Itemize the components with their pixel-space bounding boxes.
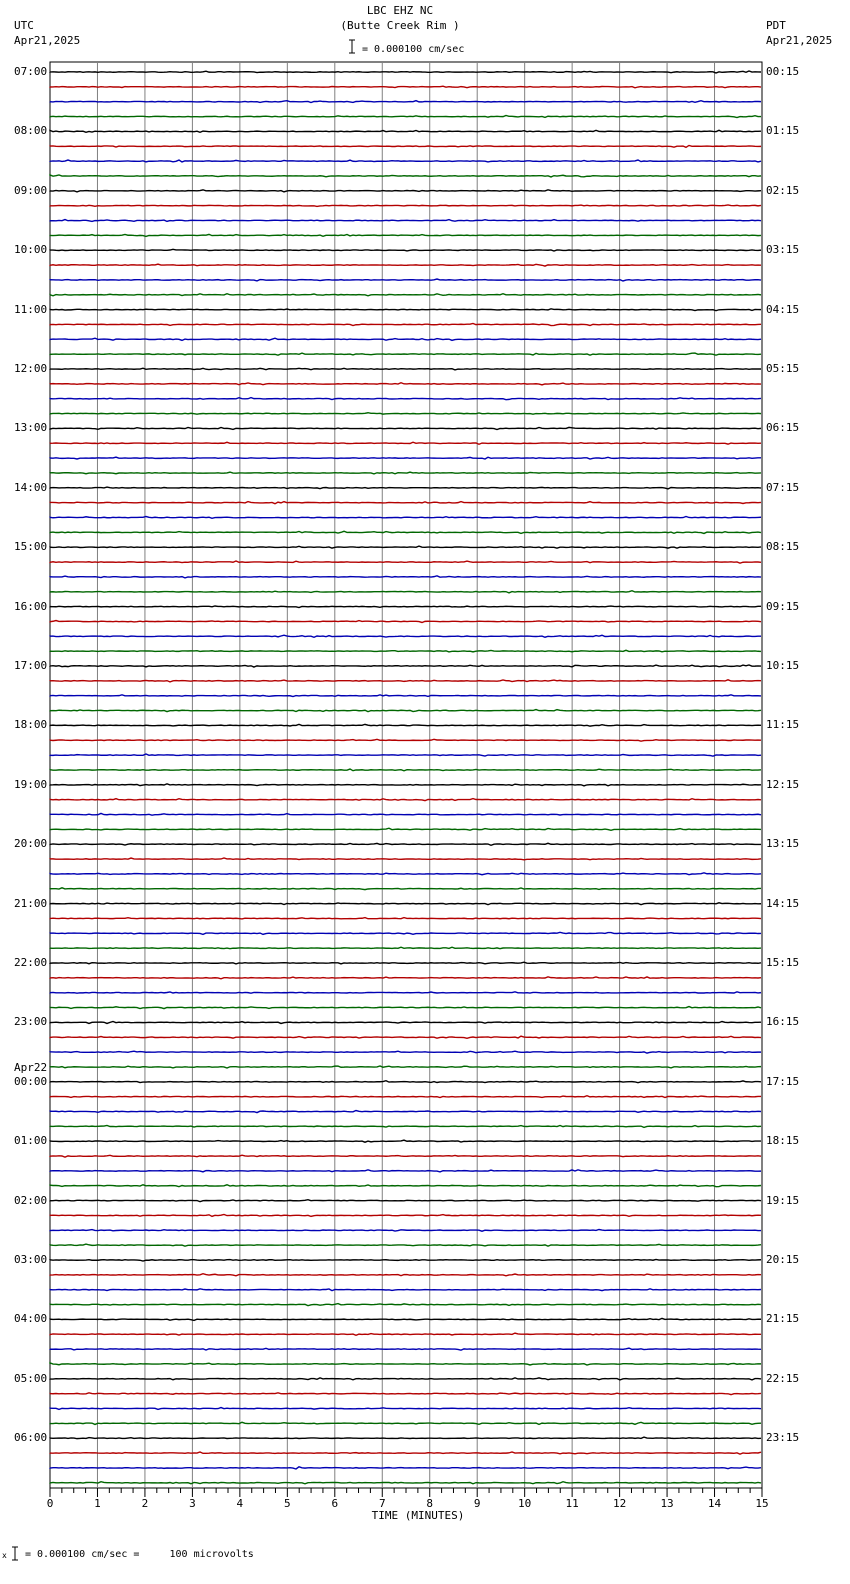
seismic-trace [50,1467,761,1469]
seismic-trace [50,175,761,177]
seismic-trace [50,279,761,281]
x-tick-label: 13 [660,1497,674,1510]
x-tick-label: 3 [189,1497,196,1510]
right-hour-label: 14:15 [766,896,800,910]
footer-scale-prefix: x [2,1551,7,1560]
seismic-trace [50,249,761,251]
x-tick-label: 4 [236,1497,244,1510]
seismic-trace [50,130,761,132]
left-hour-label: 17:00 [14,659,48,672]
seismic-trace [50,368,761,370]
seismic-trace [50,234,761,236]
seismic-trace [50,205,761,206]
x-tick-label: 5 [284,1497,291,1510]
seismic-trace [50,1230,761,1232]
right-hour-label: 02:15 [766,183,800,197]
seismic-trace [50,710,761,712]
seismic-trace [50,1244,761,1246]
seismic-trace [50,695,761,697]
seismic-trace [50,1021,761,1023]
left-hour-label: 09:00 [14,183,48,197]
seismic-trace [50,873,761,875]
seismic-trace [50,992,761,993]
left-hour-label: 06:00 [14,1431,48,1445]
left-hour-label: 00:00 [14,1074,48,1088]
seismic-trace [50,531,761,533]
seismic-trace [50,1422,761,1424]
seismic-trace [50,799,761,801]
left-hour-label: 02:00 [14,1193,48,1207]
right-hour-label: 01:15 [766,124,800,138]
seismic-trace [50,1185,761,1187]
seismic-trace [50,1007,761,1009]
seismic-trace [50,1333,761,1335]
seismic-trace [50,947,761,948]
right-hour-label: 10:15 [766,659,800,672]
station-title: LBC EHZ NC [366,4,434,17]
seismic-trace [50,516,761,518]
seismic-trace [50,858,761,860]
seismic-trace [50,1437,761,1439]
seismic-trace [50,918,761,919]
seismic-trace [50,1363,761,1365]
seismic-trace [50,932,761,934]
seismic-trace [50,427,761,429]
seismic-trace [50,635,761,637]
seismic-trace [50,606,761,608]
right-hour-label: 04:15 [766,302,800,316]
left-timezone: UTC [14,19,34,32]
seismic-trace [50,160,761,162]
seismic-trace [50,1066,761,1068]
x-tick-label: 12 [612,1497,627,1510]
right-hour-label: 08:15 [766,540,800,554]
seismic-trace [50,828,761,830]
seismic-trace [50,1304,761,1306]
right-hour-label: 03:15 [766,243,800,257]
seismic-trace [50,591,761,593]
right-hour-label: 22:15 [766,1371,800,1385]
left-hour-label: 04:00 [14,1312,48,1326]
left-hour-label: 03:00 [14,1253,48,1266]
seismic-trace [50,1318,761,1320]
seismic-trace [50,1081,761,1083]
seismic-trace [50,145,761,147]
seismic-trace [50,101,761,103]
seismic-trace [50,1393,761,1395]
seismic-trace [50,665,761,667]
x-tick-label: 7 [378,1497,386,1510]
seismic-trace [50,561,761,563]
seismic-trace [50,546,761,548]
seismic-trace [50,1111,761,1113]
left-hour-label: 13:00 [14,421,48,435]
seismic-trace [50,843,761,845]
right-hour-label: 05:15 [766,362,800,375]
right-hour-label: 00:15 [766,65,800,78]
seismic-trace [50,487,761,489]
seismic-trace [50,1036,761,1038]
seismic-trace [50,190,761,192]
right-hour-label: 19:15 [766,1193,800,1207]
x-tick-label: 2 [141,1497,149,1510]
seismic-trace [50,1452,761,1454]
seismic-trace [50,264,761,266]
x-tick-label: 6 [331,1497,339,1510]
right-hour-label: 11:15 [766,718,800,732]
seismic-trace [50,472,761,474]
x-tick-label: 11 [565,1497,579,1510]
seismic-trace [50,398,761,400]
seismic-trace [50,1140,761,1142]
left-hour-label: 23:00 [14,1015,48,1029]
seismic-trace [50,457,761,459]
x-tick-label: 0 [46,1497,54,1510]
left-hour-label: 22:00 [14,956,48,969]
x-tick-label: 9 [473,1497,481,1510]
seismic-trace [50,962,761,964]
right-hour-label: 06:15 [766,421,800,435]
x-tick-label: 10 [518,1497,532,1510]
left-hour-label: 20:00 [14,837,48,851]
seismic-trace [50,353,761,355]
seismic-trace [50,1051,761,1053]
seismic-trace [50,888,761,890]
seismic-trace [50,1289,761,1291]
left-hour-label: 11:00 [14,302,48,316]
seismic-trace [50,1200,761,1202]
left-hour-label: 18:00 [14,718,48,732]
seismic-trace [50,1155,761,1157]
seismic-trace [50,413,761,414]
seismic-trace [50,86,761,88]
seismic-trace [50,621,761,623]
x-tick-label: 1 [94,1497,101,1510]
x-tick-label: 8 [426,1497,434,1510]
right-hour-label: 12:15 [766,777,800,791]
right-hour-label: 21:15 [766,1312,800,1326]
seismic-trace [50,576,761,578]
seismic-trace [50,903,761,905]
left-hour-label: 19:00 [14,777,48,791]
right-date: Apr21,2025 [766,34,833,47]
seismic-trace [50,1274,761,1276]
left-hour-label: 21:00 [14,896,48,910]
seismic-trace [50,1259,761,1261]
seismic-trace [50,383,761,385]
right-hour-label: 15:15 [766,956,800,969]
right-hour-label: 07:15 [766,480,800,494]
seismic-trace [50,338,761,340]
seismic-trace [50,784,761,786]
station-location: (Butte Creek Rim ) [340,19,460,32]
seismic-trace [50,442,761,444]
right-hour-label: 23:15 [766,1431,800,1445]
seismic-trace [50,323,761,325]
seismic-trace [50,71,761,73]
left-hour-label: 05:00 [14,1371,48,1385]
left-hour-label: 15:00 [14,540,48,554]
seismic-trace [50,1170,761,1172]
seismic-trace [50,650,761,652]
left-hour-label: 10:00 [14,243,48,257]
right-hour-label: 17:15 [766,1074,800,1088]
seismic-trace [50,1348,761,1350]
seismic-trace [50,739,761,741]
right-hour-label: 16:15 [766,1015,800,1029]
seismic-trace [50,813,761,815]
left-hour-label: 08:00 [14,124,48,138]
left-date: Apr21,2025 [14,34,81,47]
right-hour-label: 13:15 [766,837,800,851]
x-tick-label: 14 [707,1497,722,1510]
footer-scale-text: = 0.000100 cm/sec = 100 microvolts [25,1549,254,1560]
seismic-trace [50,754,761,756]
x-tick-label: 15 [755,1497,769,1510]
scale-legend: = 0.000100 cm/sec [362,44,465,55]
date-change-label: Apr22 [14,1061,48,1074]
seismic-trace [50,115,761,117]
seismic-trace [50,294,761,296]
seismic-trace [50,977,761,979]
left-hour-label: 14:00 [14,480,48,494]
seismic-trace [50,1214,761,1216]
right-hour-label: 18:15 [766,1134,800,1148]
seismic-trace [50,1408,761,1410]
right-hour-label: 20:15 [766,1253,800,1266]
seismic-trace [50,502,761,504]
seismic-trace [50,1096,761,1098]
right-hour-label: 09:15 [766,599,800,613]
seismic-trace [50,1125,761,1127]
left-hour-label: 16:00 [14,599,48,613]
seismic-trace [50,309,761,311]
seismic-trace [50,769,761,771]
seismic-trace [50,220,761,222]
x-axis-label: TIME (MINUTES) [371,1509,465,1522]
left-hour-label: 12:00 [14,362,48,375]
seismic-trace [50,1482,761,1484]
left-hour-label: 07:00 [14,65,48,78]
seismic-trace [50,680,761,682]
seismic-trace [50,1378,761,1380]
left-hour-label: 01:00 [14,1134,48,1148]
seismic-trace [50,724,761,726]
right-timezone: PDT [766,19,786,32]
